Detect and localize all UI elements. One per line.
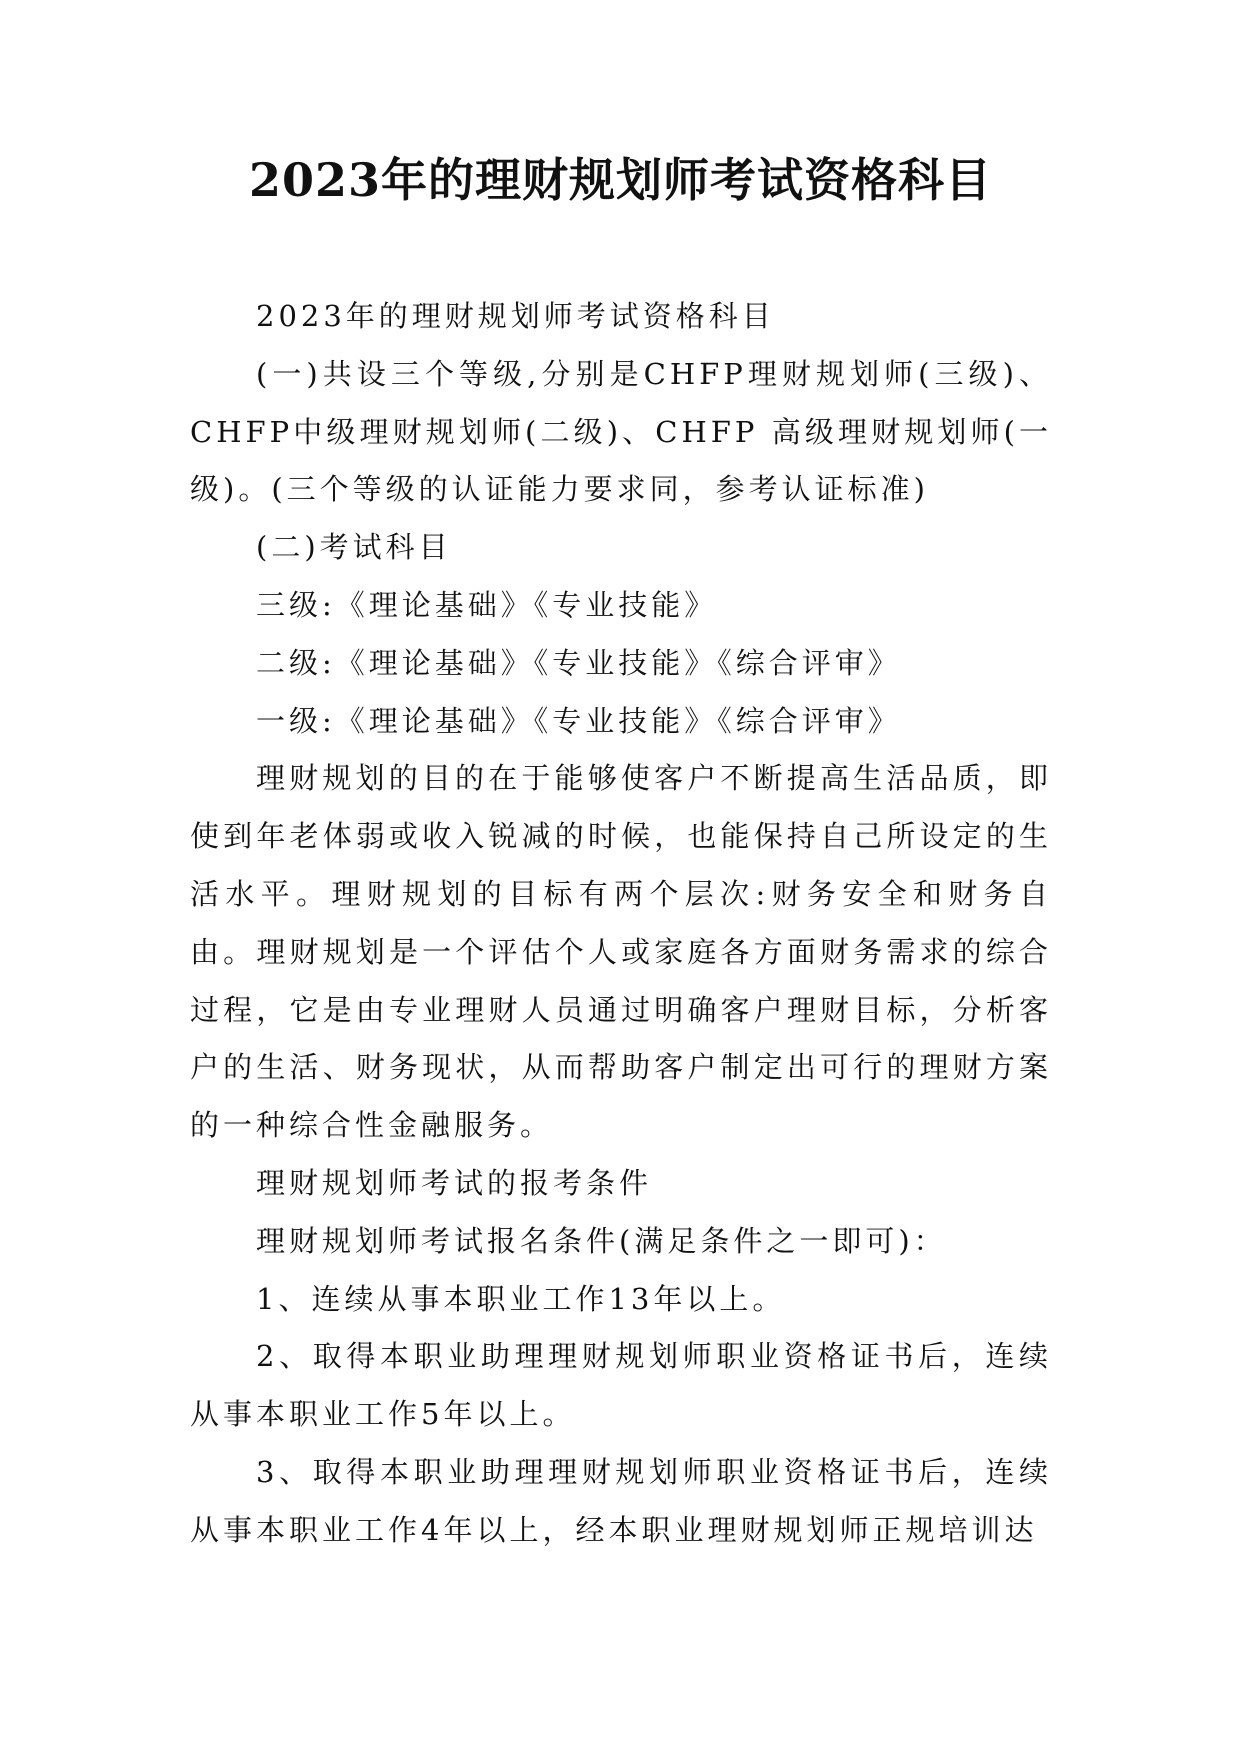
paragraph-condition-3: 3、取得本职业助理理财规划师职业资格证书后，连续从事本职业工作4年以上，经本职业理财规划师正规培训达 bbox=[190, 1454, 1052, 1547]
paragraph-subjects-heading: (二)考试科目 bbox=[256, 530, 452, 565]
paragraph-level-two: 二级:《理论基础》《专业技能》《综合评审》 bbox=[256, 645, 901, 680]
paragraph-conditions-intro: 理财规划师考试报名条件(满足条件之一即可)： bbox=[256, 1223, 947, 1258]
paragraph-purpose: 理财规划的目的在于能够使客户不断提高生活品质，即使到年老体弱或收入锐减的时候，也能保持自己所设定的生活水平。理财规划的目标有两个层次:财务安全和财务自由。理财规划是一个评估个人或家庭各方面财务需求的综合过程，它是由专业理财人员通过明确客户理财目标，分析客户的生活、财务现状，从而帮助客户制定出可行的理财方案的一种综合性金融服务。 bbox=[190, 761, 1052, 1143]
paragraph-conditions-heading: 理财规划师考试的报考条件 bbox=[256, 1165, 653, 1200]
paragraph-level-three: 三级:《理论基础》《专业技能》 bbox=[256, 587, 718, 622]
paragraph-condition-1: 1、连续从事本职业工作13年以上。 bbox=[256, 1281, 786, 1316]
document-title: 2023年的理财规划师考试资格科目 bbox=[248, 153, 993, 207]
paragraph-level-one: 一级:《理论基础》《专业技能》《综合评审》 bbox=[256, 703, 901, 738]
paragraph-levels: (一)共设三个等级,分别是CHFP理财规划师(三级)、CHFP中级理财规划师(二级)、CHFP 高级理财规划师(一级)。(三个等级的认证能力要求同，参考认证标准) bbox=[190, 356, 1052, 507]
paragraph-condition-2: 2、取得本职业助理理财规划师职业资格证书后，连续从事本职业工作5年以上。 bbox=[190, 1339, 1052, 1432]
paragraph-subtitle: 2023年的理财规划师考试资格科目 bbox=[256, 299, 775, 333]
document-body bbox=[190, 288, 1052, 1560]
